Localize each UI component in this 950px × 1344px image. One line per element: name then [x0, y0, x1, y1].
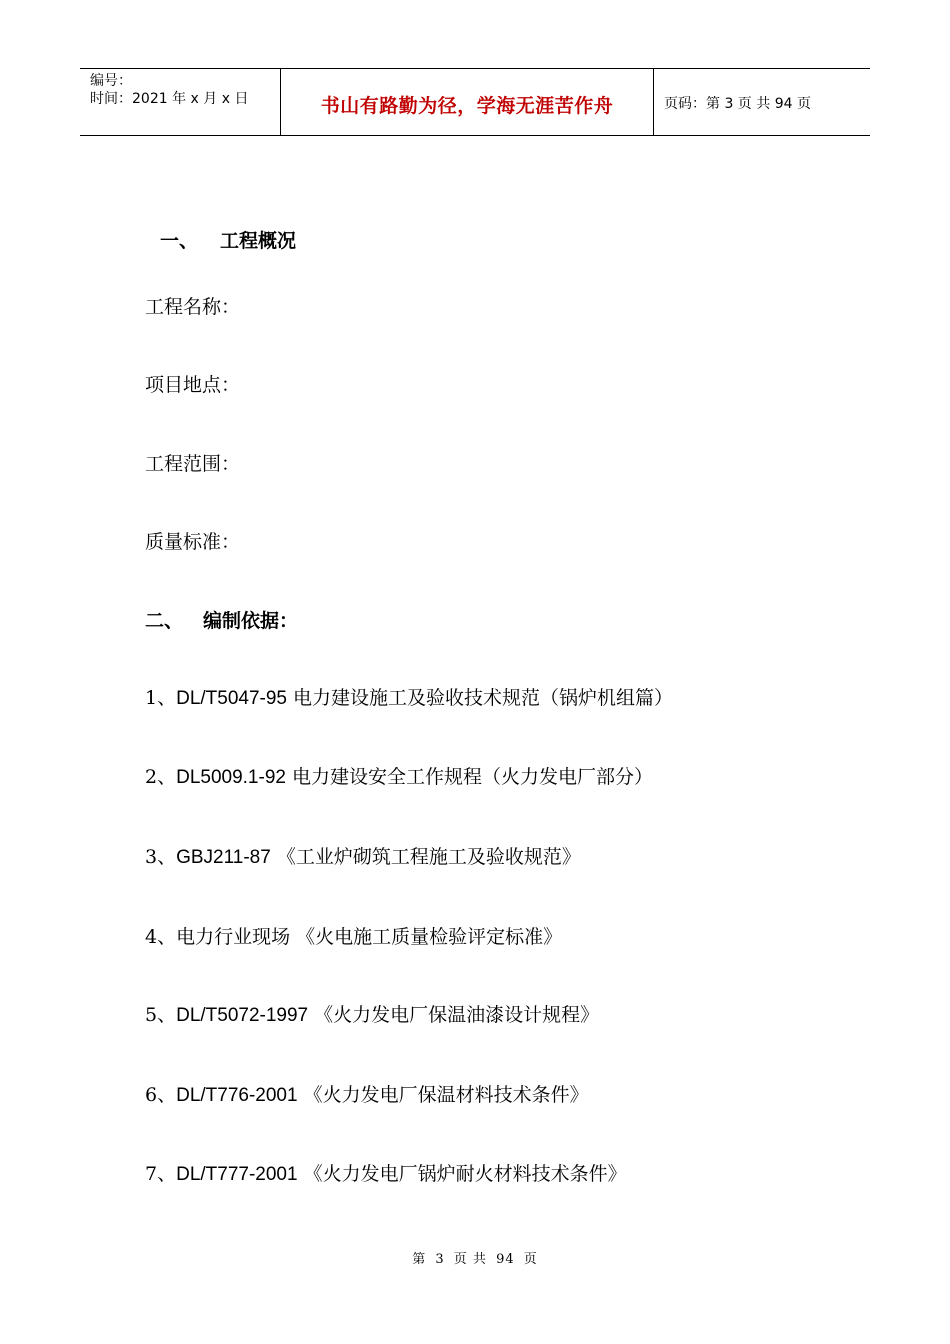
section-number: 二、: [145, 610, 184, 632]
reference-item: [145, 922, 562, 949]
footer-suffix: 页: [523, 1252, 538, 1267]
reference-code: DL/T5047-95: [176, 688, 287, 709]
reference-index: 5、: [145, 1004, 177, 1026]
page-header: [80, 68, 870, 136]
header-meta: [80, 69, 281, 135]
reference-code: DL/T776-2001: [176, 1085, 298, 1106]
reference-code: GBJ211-87: [176, 847, 271, 868]
header-page-info: 页码：第 3 页 共 94 页: [664, 96, 811, 112]
header-motto-cell: [281, 69, 654, 135]
section-number: 一、: [160, 230, 199, 252]
reference-text: 《工业炉砌筑工程施工及验收规范》: [270, 846, 581, 868]
reference-item: [145, 842, 581, 869]
time-label: 时间：2021 年 x 月 x 日: [90, 91, 249, 107]
field-project-scope: [145, 449, 250, 476]
header-page-info-cell: [654, 69, 870, 135]
section-title: 编制依据：: [203, 610, 299, 632]
reference-item: [145, 1000, 599, 1027]
section-title: 工程概况: [220, 230, 297, 252]
field-label: 项目地点：: [145, 374, 241, 396]
reference-text: 《火力发电厂锅炉耐火材料技术条件》: [297, 1163, 627, 1185]
reference-index: 4、: [145, 926, 177, 948]
reference-index: 2、: [145, 766, 177, 788]
field-label: 质量标准：: [145, 531, 241, 553]
reference-index: 7、: [145, 1163, 177, 1185]
reference-code: DL/T777-2001: [176, 1164, 298, 1185]
field-project-location: [145, 370, 250, 397]
section-heading-2: [145, 606, 298, 633]
footer-prefix: 第: [412, 1252, 427, 1267]
reference-text: 电力行业现场 《火电施工质量检验评定标准》: [176, 926, 563, 948]
page-footer: [0, 1248, 950, 1267]
reference-item: [145, 683, 673, 710]
footer-middle: 页 共: [453, 1252, 487, 1267]
field-label: 工程名称：: [145, 296, 241, 318]
reference-text: 电力建设施工及验收技术规范（锅炉机组篇）: [287, 687, 674, 709]
field-quality-standard: [145, 527, 250, 554]
section-heading-1: [160, 226, 296, 253]
reference-index: 6、: [145, 1084, 177, 1106]
field-project-name: [145, 292, 250, 319]
reference-item: [145, 1159, 627, 1186]
reference-code: DL/T5072-1997: [176, 1005, 309, 1026]
reference-item: [145, 1080, 589, 1107]
reference-index: 1、: [145, 687, 177, 709]
footer-total-pages: 94: [496, 1252, 515, 1267]
reference-item: [145, 762, 653, 789]
header-motto: 书山有路勤为径，学海无涯苦作舟: [320, 94, 614, 117]
reference-code: DL5009.1-92: [176, 767, 286, 788]
serial-label: 编号：: [90, 73, 132, 89]
reference-text: 《火力发电厂保温材料技术条件》: [297, 1084, 589, 1106]
footer-page-number: 3: [435, 1252, 445, 1267]
reference-text: 电力建设安全工作规程（火力发电厂部分）: [285, 766, 654, 788]
reference-index: 3、: [145, 846, 177, 868]
reference-text: 《火力发电厂保温油漆设计规程》: [308, 1004, 600, 1026]
field-label: 工程范围：: [145, 453, 241, 475]
